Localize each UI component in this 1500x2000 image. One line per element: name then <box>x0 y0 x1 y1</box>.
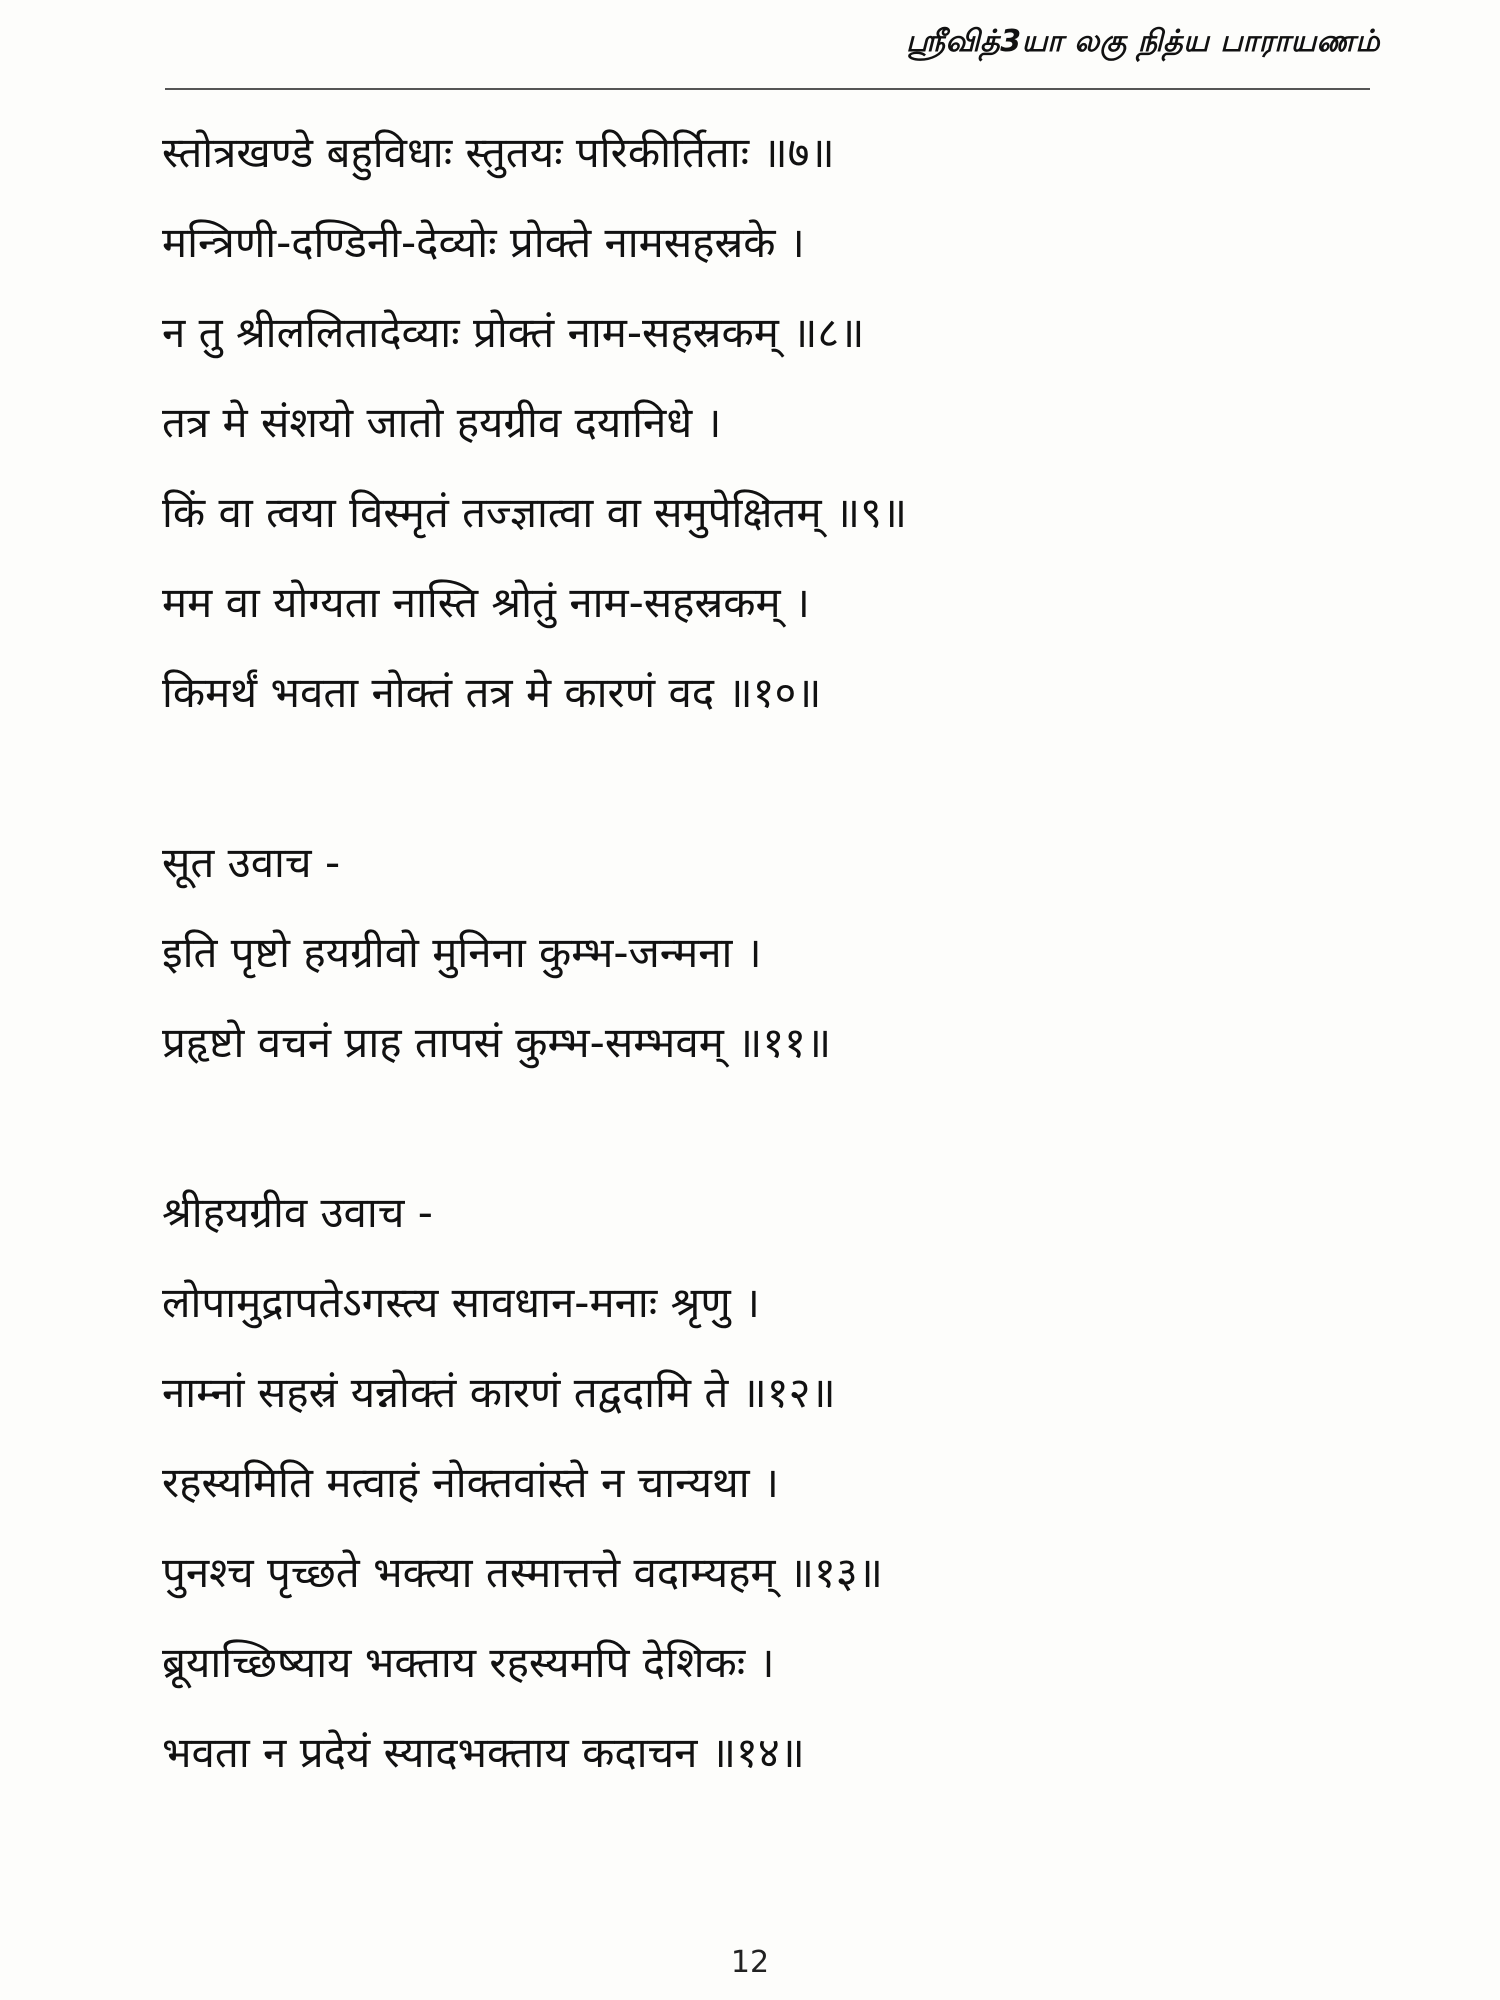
verse-line: स्तोत्रखण्डे बहुविधाः स्तुतयः परिकीर्तिताः ॥७॥ <box>162 128 835 177</box>
speaker-heading: सूत उवाच - <box>162 838 341 887</box>
verse-line: ब्रूयाच्छिष्याय भक्ताय रहस्यमपि देशिकः । <box>162 1638 775 1687</box>
verse-line: पुनश्च पृच्छते भक्त्या तस्मात्तत्ते वदाम्यहम् ॥१३॥ <box>162 1548 883 1597</box>
verse-block <box>162 108 1362 1798</box>
section-gap <box>162 1088 1362 1168</box>
verse-line: किं वा त्वया विस्मृतं तज्ज्ञात्वा वा समुपेक्षितम् ॥९॥ <box>162 488 908 537</box>
verse-line: रहस्यमिति मत्वाहं नोक्तवांस्ते न चान्यथा । <box>162 1458 779 1507</box>
verse-line: लोपामुद्रापतेऽगस्त्य सावधान-मनाः श्रृणु । <box>162 1278 760 1327</box>
page-number: 12 <box>730 1945 770 1980</box>
verse-line: भवता न प्रदेयं स्यादभक्ताय कदाचन ॥१४॥ <box>162 1728 805 1777</box>
verse-line: मम वा योग्यता नास्ति श्रोतुं नाम-सहस्रकम् । <box>162 578 810 627</box>
section-gap <box>162 738 1362 818</box>
verse-line: किमर्थं भवता नोक्तं तत्र मे कारणं वद ॥१०॥ <box>162 668 822 717</box>
verse-line: मन्त्रिणी-दण्डिनी-देव्योः प्रोक्ते नामसहस्रके । <box>162 218 805 267</box>
verse-line: तत्र मे संशयो जातो हयग्रीव दयानिधे । <box>162 398 722 447</box>
verse-line: प्रहृष्टो वचनं प्राह तापसं कुम्भ-सम्भवम् ॥११॥ <box>162 1018 832 1067</box>
verse-line: न तु श्रीललितादेव्याः प्रोक्तं नाम-सहस्रकम् ॥८॥ <box>162 308 865 357</box>
verse-line: नाम्नां सहस्रं यन्नोक्तं कारणं तद्वदामि ते ॥१२॥ <box>162 1368 836 1417</box>
speaker-heading: श्रीहयग्रीव उवाच - <box>162 1188 433 1237</box>
header-divider <box>165 88 1370 90</box>
running-header-title: ஸ்ரீவித்3யா லகு நித்ய பாராயணம் <box>906 24 1380 59</box>
verse-line: इति पृष्टो हयग्रीवो मुनिना कुम्भ-जन्मना । <box>162 928 762 977</box>
